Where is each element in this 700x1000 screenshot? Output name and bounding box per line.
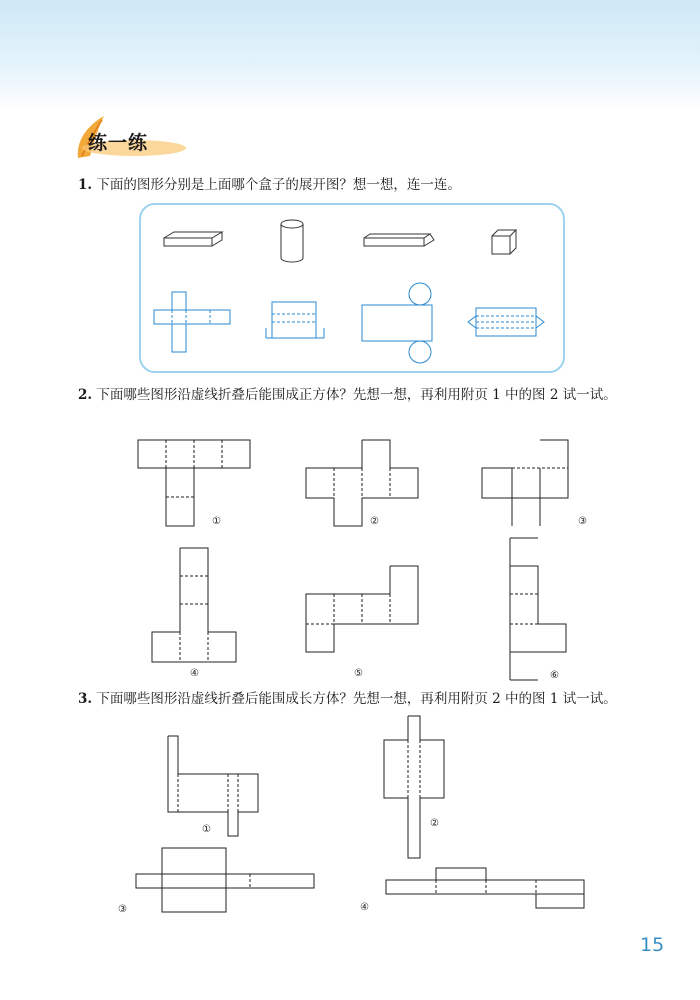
q3-net-3 — [116, 848, 316, 918]
question-3-text: 下面哪些图形沿虚线折叠后能围成长方体？先想一想，再利用附页 2 中的图 1 试一试。 — [96, 691, 617, 707]
q3-label-4: ④ — [360, 902, 369, 913]
q2-label-6: ⑥ — [550, 670, 559, 681]
q2-net-6 — [510, 538, 570, 680]
question-2 — [78, 384, 638, 406]
net-cross-blue — [152, 290, 232, 354]
net-box-blue — [264, 298, 330, 344]
q3-net-2 — [384, 716, 464, 860]
box-cylinder — [278, 218, 308, 268]
q3-net-4 — [358, 866, 588, 916]
q2-label-4: ④ — [190, 668, 199, 679]
question-1 — [78, 174, 461, 196]
q2-label-3: ③ — [578, 516, 587, 527]
q2-net-2 — [306, 440, 416, 532]
header-band — [0, 0, 700, 110]
question-2-text: 下面哪些图形沿虚线折叠后能围成正方体？先想一想，再利用附页 1 中的图 2 试一试。 — [96, 387, 617, 403]
net-cylinder-blue — [360, 278, 436, 364]
q2-net-4 — [152, 548, 238, 680]
box-cube — [490, 228, 520, 258]
page-number: 15 — [640, 934, 665, 956]
q2-label-2: ② — [370, 516, 379, 527]
question-3-number: 3. — [78, 691, 93, 707]
q2-label-5: ⑤ — [354, 668, 363, 679]
question-1-number: 1. — [78, 177, 93, 193]
q3-label-1: ① — [202, 824, 211, 835]
section-title: 练一练 — [88, 132, 149, 154]
q3-label-2: ② — [430, 818, 439, 829]
net-prism-blue — [466, 304, 546, 340]
question-2-number: 2. — [78, 387, 93, 403]
box-long-prism — [362, 232, 442, 254]
q2-net-5 — [306, 566, 418, 678]
q2-label-1: ① — [212, 516, 221, 527]
q2-net-1 — [138, 440, 248, 532]
box-flat-long — [160, 228, 230, 258]
q2-net-3 — [482, 440, 592, 532]
question-3 — [78, 688, 638, 710]
q3-label-3: ③ — [118, 904, 127, 915]
question-1-text: 下面的图形分别是上面哪个盒子的展开图？想一想，连一连。 — [96, 177, 461, 193]
q3-net-1 — [168, 736, 264, 836]
